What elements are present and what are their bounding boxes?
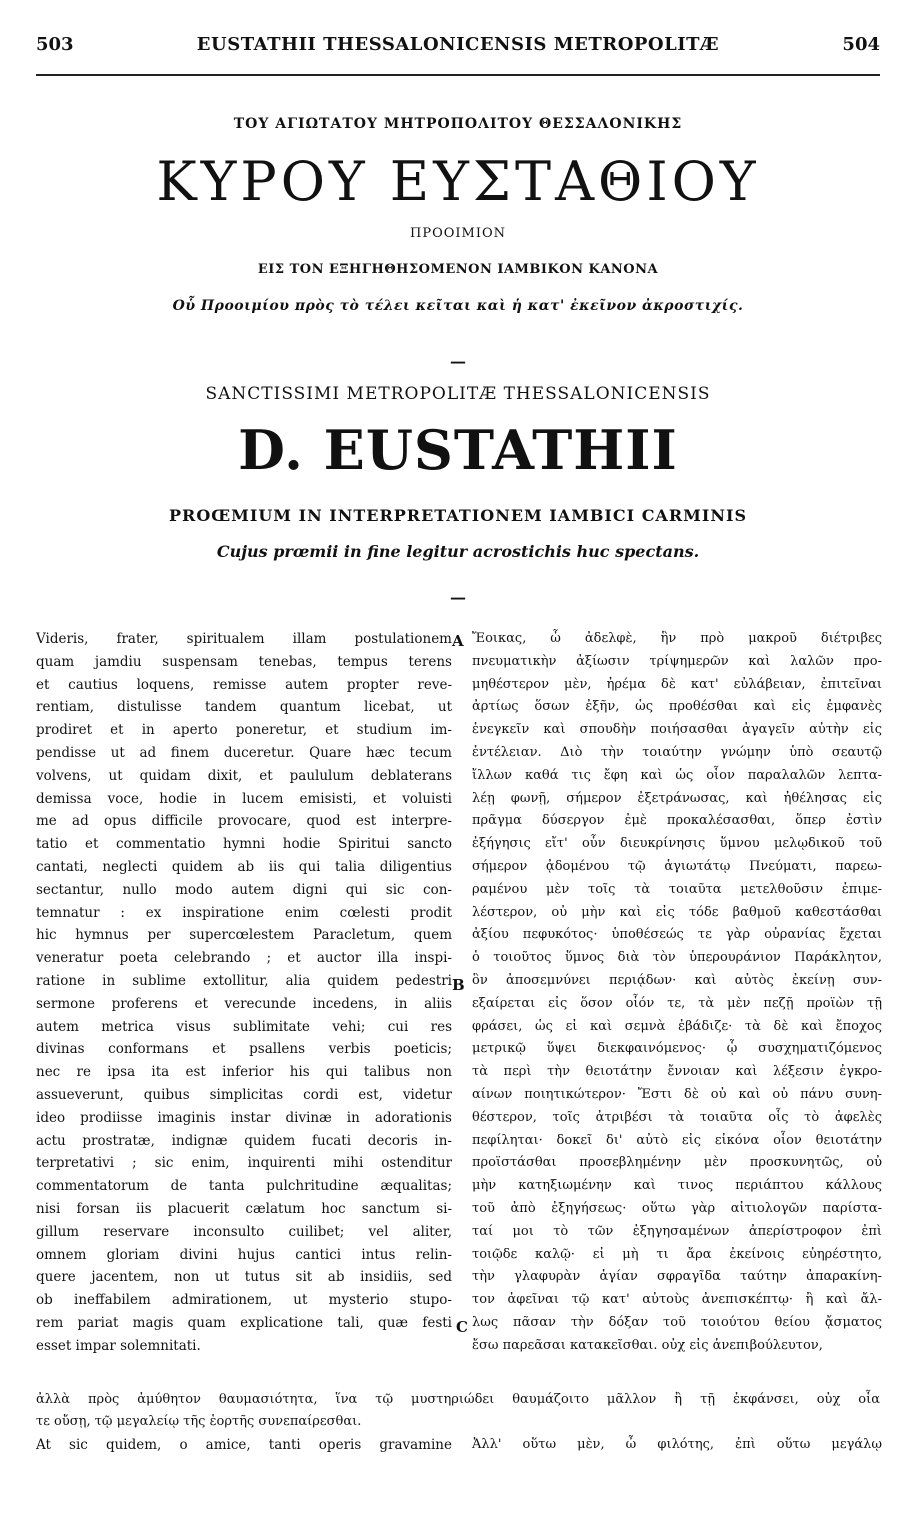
latin-superscript: SANCTISSIMI METROPOLITÆ THESSALONICENSIS xyxy=(205,384,711,404)
separator-dash: — xyxy=(450,588,466,607)
greek-text-line: φράσει, ὡς εἰ καὶ σεμνὰ ἐβάδιζε· τὰ δὲ καὶ ἔποχος xyxy=(472,1018,882,1034)
latin-text-line: Videris, frater, spiritualem illam postulationem xyxy=(36,631,452,647)
greek-text-line: ἴλλων καθά τις ἔφη καὶ ὡς οἷον παραλαλῶν λεπτα- xyxy=(472,767,882,783)
latin-subtitle: PROŒMIUM IN INTERPRETATIONEM IAMBICI CARMINIS xyxy=(169,506,747,525)
greek-subtitle-1: ΠΡΟΟΙΜΙΟΝ xyxy=(409,226,506,241)
greek-text-line: ἀξίου πεφυκότος· ὑποθέσεώς τε γὰρ οὐρανίας ἔχεται xyxy=(472,927,882,943)
latin-text-line: tatio et commentatio hymni hodie Spiritui sancto xyxy=(36,836,452,853)
greek-text-line: τοῦ ἀπὸ ἐξηγήσεως· οὕτω γὰρ αἰτιολογῶν παρίστα- xyxy=(472,1200,882,1216)
running-header xyxy=(36,34,880,64)
latin-text-line: hic hymnus per supercœlestem Paracletum, quem xyxy=(36,927,452,944)
greek-text-line: ἔσω παρεᾶσαι κατακεῖσθαι. οὐχ εἰς ἀνεπιβούλευτον, xyxy=(472,1337,823,1353)
latin-text-line: demissa voce, hodie in lucem emisisti, et voluisti xyxy=(36,790,452,807)
greek-text-line: ἐνεγκεῖν καὶ σπουδὴν ποιήσασθαι ἀγαγεῖν αὐτὴν εἰς xyxy=(472,722,882,738)
latin-main-title: D. EUSTATHII xyxy=(238,418,678,482)
greek-text-line: ὁ τοιοῦτος ὕμνος διὰ τὸν ὑπερουράνιον Παράκλητον, xyxy=(472,950,882,966)
latin-text-line: ideo prodiisse imaginis instar divinæ in adorationis xyxy=(36,1109,452,1126)
greek-text-line: λως πᾶσαν τὴν δόξαν τοῦ τοιούτου θείου ᾄσματος xyxy=(472,1314,882,1330)
latin-text-line: sermone proferens et verecunde incedens, in aliis xyxy=(36,995,452,1012)
latin-text-line: gillum reservare inconsulto cuilibet; vel aliter, xyxy=(36,1223,452,1240)
greek-text-line: λέῃ φωνῇ, σήμερον ἐξετράνωσας, καὶ ἠθέλησας εἰς xyxy=(472,790,882,806)
greek-text-line: σήμερον ᾀδομένου τῷ ἁγιωτάτῳ Πνεύματι, παρεω- xyxy=(472,858,882,874)
greek-text-line: ραμένου μὲν τοῖς τὰ τοιαῦτα μετελθοῦσιν ἐπιμε- xyxy=(472,881,882,897)
greek-text-line: λέστερον, οὐ μὴν καὶ εἰς τόδε βαθμοῦ καθεστάσθαι xyxy=(472,904,882,920)
latin-text-line: prodiret et in aperto poneretur, et studium im- xyxy=(36,722,452,739)
greek-text-line: τοιῷδε καλῷ· εἰ μὴ τι ἄρα ἐκείνοις εὐηρέστητο, xyxy=(472,1246,882,1262)
greek-text-line: τὰ περὶ τὴν θειοτάτην ἔννοιαν καὶ λέξεσιν ἐγκρο- xyxy=(472,1064,882,1080)
latin-note: Cujus prœmii in fine legitur acrostichis huc spectans. xyxy=(216,542,700,561)
greek-full-width-line: ἀλλὰ πρὸς ἀμύθητον θαυμασιότητα, ἵνα τῷ μυστηριώδει θαυμάζοιτο μᾶλλον ἢ τῇ ἐκφάνσει, οὐχ οἷα xyxy=(36,1392,880,1407)
page-number-left: 503 xyxy=(36,34,74,55)
greek-continuation-line: Ἀλλ' οὕτω μὲν, ὦ φιλότης, ἐπὶ οὕτω μεγάλῳ xyxy=(472,1437,882,1452)
latin-text-line: temnatur : ex inspiratione enim cœlesti prodit xyxy=(36,904,452,921)
header-rule xyxy=(36,74,880,76)
margin-marker-b: B xyxy=(452,976,465,994)
greek-text-line: μετρικῷ ὕψει διεκφαινόμενος· ᾧ συσχηματιζόμενος xyxy=(472,1041,882,1057)
greek-text-line: ὃν ἀποσεμνύνει περιᾴδων· καὶ αὐτὸς ἐκείνῃ συν- xyxy=(472,972,882,988)
latin-text-line: veneratur poeta celebrando ; et auctor illa inspi- xyxy=(36,950,452,967)
greek-text-line: θέστερον, τοῖς ἀτριβέσι τὰ τοιαῦτα οἷς τὸ ἀφελὲς xyxy=(472,1109,882,1125)
greek-text-line: αίνων ποιητικώτερον· Ἔστι δὲ οὐ καὶ οὐ πάνυ συνη- xyxy=(472,1086,882,1102)
latin-text-line: esset impar solemnitati. xyxy=(36,1337,201,1354)
greek-full-width-line: τε οὔσῃ, τῷ μεγαλείῳ τῆς ἑορτῆς συνεπαίρεσθαι. xyxy=(36,1414,362,1429)
greek-text-line: ταί μοι τὸ τῶν ἐξηγησαμένων ἀπερίστροφον ἐπὶ xyxy=(472,1223,882,1239)
greek-text-line: πρᾶγμα δύσεργον ἐμὲ προκαλέσασθαι, ὅπερ ἐστὶν xyxy=(472,813,882,829)
latin-column xyxy=(36,628,452,1358)
greek-column xyxy=(472,628,882,1358)
latin-text-line: volvens, ut quidam dixit, et paululum deblaterans xyxy=(36,767,452,784)
latin-text-line: ob ineffabilem admirationem, ut mysterio stupo- xyxy=(36,1292,452,1309)
margin-marker-c: C xyxy=(456,1318,468,1336)
greek-main-title: ΚΥΡΟΥ ΕΥΣΤΑΘΙΟΥ xyxy=(156,150,760,213)
latin-text-line: rem pariat magis quam explicatione tali, quæ festi xyxy=(36,1314,452,1331)
greek-text-line: ἐντέλειαν. Διὸ τὴν τοιαύτην γνώμην ὑπὸ σεαυτῷ xyxy=(472,744,882,760)
separator-dash: — xyxy=(450,352,466,371)
greek-text-line: ἐξήγησις εἴτ' οὖν διευκρίνησις ὕμνου μελῳδικοῦ τοῦ xyxy=(472,836,882,852)
latin-text-line: divinas conformans et psallens verbis poeticis; xyxy=(36,1041,452,1058)
latin-text-line: et cautius loquens, remisse autem propter reve- xyxy=(36,676,452,693)
greek-text-line: προϊστάσθαι προσεβλημένην μὲν προσκυνητῶς, οὐ xyxy=(472,1155,882,1171)
latin-text-line: sectantur, nullo modo autem digni qui sic con- xyxy=(36,881,452,898)
latin-text-line: omnem gloriam divini hujus cantici intus relin- xyxy=(36,1246,452,1263)
running-title: EUSTATHII THESSALONICENSIS METROPOLITÆ xyxy=(196,34,720,55)
greek-note: Οὗ Προοιμίου πρὸς τὸ τέλει κεῖται καὶ ἡ κατ' ἐκεῖνον ἀκροστιχίς. xyxy=(172,298,744,314)
latin-text-line: quere jacentem, non ut tutus sit ab insidiis, sed xyxy=(36,1269,452,1286)
latin-text-line: nec re ipsa ita est inferior his qui talibus non xyxy=(36,1064,452,1081)
greek-text-line: ἀρτίως ὅσων ἐξῆν, ὡς προθέσθαι καὶ εἰς ἐμφανὲς xyxy=(472,699,882,715)
latin-text-line: ratione in sublime extollitur, alia quidem pedestri xyxy=(36,972,452,989)
latin-continuation-line: At sic quidem, o amice, tanti operis gravamine xyxy=(36,1437,452,1453)
greek-text-line: μὴν κατηξιωμένην καὶ τινος περιάπτου κάλλους xyxy=(472,1178,882,1194)
latin-text-line: terpretativi ; sic enim, inquirenti mihi ostenditur xyxy=(36,1155,452,1172)
greek-subtitle-2: ΕΙΣ ΤΟΝ ΕΞΗΓΗΘΗΣΟΜΕΝΟΝ ΙΑΜΒΙΚΟΝ ΚΑΝΟΝΑ xyxy=(257,262,659,277)
greek-text-line: εξαίρεται εἰς ὅσον οἷόν τε, τὰ μὲν πεζῇ προϊὼν τῇ xyxy=(472,995,882,1011)
latin-text-line: rentiam, distulisse tandem quantum licebat, ut xyxy=(36,699,452,716)
latin-text-line: commentatorum de tanta pulchritudine æqualitas; xyxy=(36,1178,452,1195)
greek-text-line: Ἔοικας, ὦ ἀδελφὲ, ἣν πρὸ μακροῦ διέτριβες xyxy=(472,631,882,646)
latin-text-line: autem metrica visus sublimitate vehi; cui res xyxy=(36,1018,452,1035)
greek-text-line: πνευματικὴν ἀξίωσιν τρίψημερῶν καὶ λαλῶν προ- xyxy=(472,653,882,669)
latin-text-line: cantati, neglecti quidem ab iis qui talia diligentius xyxy=(36,858,452,875)
greek-text-line: τον ἀφεῖναι τῷ κατ' αὐτοὺς ἀνεπισκέπτῳ· ἢ καὶ ἄλ- xyxy=(472,1292,882,1308)
greek-superscript: ΤΟΥ ΑΓΙΩΤΑΤΟΥ ΜΗΤΡΟΠΟΛΙΤΟΥ ΘΕΣΣΑΛΟΝΙΚΗΣ xyxy=(233,116,683,132)
latin-text-line: pendisse ut ad finem duceretur. Quare hæc tecum xyxy=(36,744,452,761)
latin-text-line: me ad opus difficile provocare, quod est interpre- xyxy=(36,813,452,830)
latin-text-line: quam jamdiu suspensam tenebas, tempus terens xyxy=(36,653,452,670)
latin-text-line: actu prostratæ, indignæ quidem fucati decoris in- xyxy=(36,1132,452,1149)
greek-text-line: τὴν γλαφυρὰν ἁγίαν σφραγῖδα ταύτην ἀπαρακίνη- xyxy=(472,1269,882,1285)
page-number-right: 504 xyxy=(842,34,880,55)
greek-text-line: μηθέστερον μὲν, ἠρέμα δὲ κατ' εὐλάβειαν, ἐπιτεῖναι xyxy=(472,676,882,692)
latin-text-line: assueverunt, quibus simplicitas cordi est, videtur xyxy=(36,1086,452,1103)
latin-text-line: nisi forsan iis placuerit cælatum hoc sanctum si- xyxy=(36,1200,452,1217)
margin-marker-a: A xyxy=(452,632,464,650)
greek-text-line: πεφίληται· δοκεῖ δι' αὐτὸ εἰς εἰκόνα οἷον θειοτάτην xyxy=(472,1132,882,1148)
